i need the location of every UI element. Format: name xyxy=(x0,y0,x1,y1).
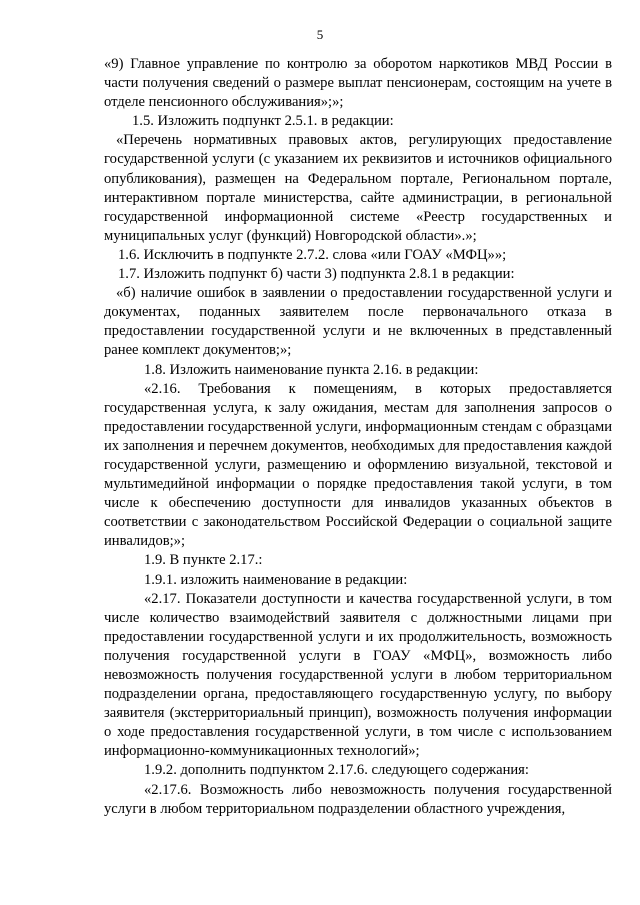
paragraph-quote-2-5-1: «Перечень нормативных правовых актов, регулирующих предоставление государственной услуги (с указанием их реквизитов и источников официального опубликования), размещен на Федеральном портале, Региональном портале, интерактивном портале министерства, сайте администрации, в региональной государственной информационной системе «Реестр государственных и муниципальных услуг (функций) Новгородской области».»; xyxy=(104,132,612,244)
paragraph-quote-2-17-6: «2.17.6. Возможность либо невозможность получения государственной услуги в любом территориальном подразделении областного учреждения, xyxy=(104,781,612,817)
paragraph-quote-b: «б) наличие ошибок в заявлении о предоставлении государственной услуги и документах, поданных заявителем после первоначального отказа в предоставлении государственной услуги и не включенных в представленный ранее комплект документов;»; xyxy=(104,285,612,359)
paragraph-1-8: 1.8. Изложить наименование пункта 2.16. в редакции: xyxy=(144,361,479,378)
page-number: 5 xyxy=(316,27,324,42)
paragraph-1-7: 1.7. Изложить подпункт б) части 3) подпункта 2.8.1 в редакции: xyxy=(118,266,515,283)
paragraph-1-6: 1.6. Исключить в подпункте 2.7.2. слова «или ГОАУ «МФЦ»»; xyxy=(118,246,507,263)
paragraph-1-5: 1.5. Изложить подпункт 2.5.1. в редакции: xyxy=(132,113,394,130)
paragraph-item-9: «9) Главное управление по контролю за оборотом наркотиков МВД России в части получения сведений о размере выплат пенсионерам, состоящим на учете в отделе пенсионного обслуживания»;»; xyxy=(104,56,612,111)
paragraph-1-9: 1.9. В пункте 2.17.: xyxy=(144,552,263,569)
paragraph-quote-2-17: «2.17. Показатели доступности и качества государственной услуги, в том числе количество взаимодействий заявителя с должностными лицами при предоставлении государственной услуги и их продолжительность, возможность получения государственной услуги в ГОАУ «МФЦ», возможность либо невозможность получения государственной услуги в любом территориальном подразделении органа, предоставляющего государственную услугу, по выбору заявителя (экстерриториальный принцип), возможность получения информации о ходе предоставления государственной услуги, в том числе с использованием информационно-коммуникационных технологий»; xyxy=(104,590,612,760)
paragraph-1-9-1: 1.9.1. изложить наименование в редакции: xyxy=(144,571,408,588)
paragraph-quote-2-16: «2.16. Требования к помещениям, в которых предоставляется государственная услуга, к залу ожидания, местам для заполнения запросов о предоставлении государственной услуги, информационным стендам с образцами их заполнения и перечнем документов, необходимых для предоставления каждой государственной услуги, размещению и оформлению визуальной, текстовой и мультимедийной информации о порядке предоставления такой услуги, в том числе к обеспечению доступности для инвалидов указанных объектов в соответствии с законодательством Российской Федерации о социальной защите инвалидов;»; xyxy=(104,380,612,550)
document-body xyxy=(104,55,612,819)
paragraph-1-9-2: 1.9.2. дополнить подпунктом 2.17.6. следующего содержания: xyxy=(144,762,529,779)
